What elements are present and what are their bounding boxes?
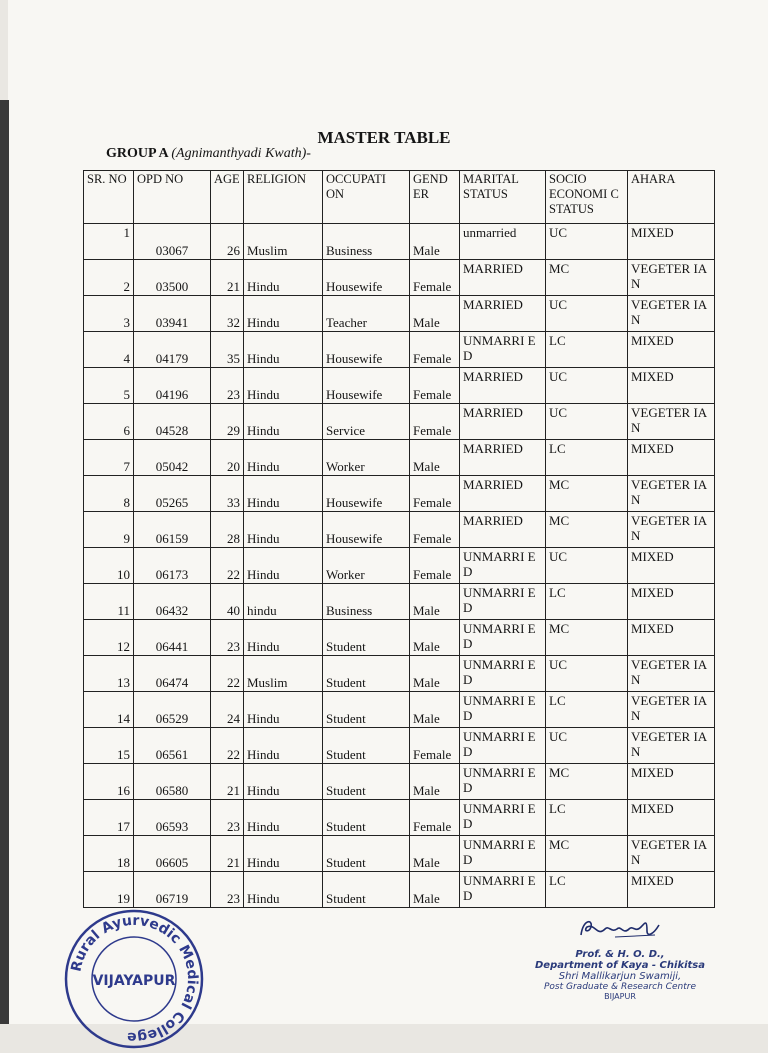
cell-gender: Male [410,836,460,872]
scan-edge-shadow [0,100,9,1024]
cell-sr-no: 3 [84,296,134,332]
cell-gender: Male [410,584,460,620]
cell-age: 24 [211,692,244,728]
column-header: OCCUPATI ON [323,171,410,224]
cell-age: 21 [211,764,244,800]
stamp-ring-text: Rural Ayurvedic Medical College [68,912,201,1046]
cell-gender: Female [410,260,460,296]
cell-religion: Muslim [244,224,323,260]
cell-age: 33 [211,476,244,512]
cell-socio-economic-status: UC [546,296,628,332]
cell-occupation: Worker [323,548,410,584]
cell-age: 23 [211,872,244,908]
table-row [84,224,715,260]
cell-gender: Female [410,728,460,764]
cell-occupation: Housewife [323,260,410,296]
cell-occupation: Housewife [323,368,410,404]
cell-occupation: Housewife [323,332,410,368]
cell-gender: Male [410,620,460,656]
cell-occupation: Housewife [323,512,410,548]
master-table [83,170,715,908]
table-row [84,512,715,548]
cell-religion: Hindu [244,800,323,836]
column-header: GEND ER [410,171,460,224]
cell-socio-economic-status: UC [546,224,628,260]
cell-gender: Male [410,296,460,332]
cell-gender: Male [410,692,460,728]
cell-gender: Female [410,332,460,368]
cell-sr-no: 12 [84,620,134,656]
signature-department: Department of Kaya - Chikitsa [535,960,705,971]
cell-religion: Hindu [244,836,323,872]
cell-marital-status: UNMARRI E D [460,332,546,368]
cell-gender: Female [410,404,460,440]
cell-religion: hindu [244,584,323,620]
cell-sr-no: 14 [84,692,134,728]
table-header-row [84,171,715,224]
cell-sr-no: 7 [84,440,134,476]
cell-socio-economic-status: MC [546,476,628,512]
cell-ahara: VEGETER IA N [628,656,715,692]
cell-ahara: MIXED [628,620,715,656]
cell-opd-no: 06605 [134,836,211,872]
cell-age: 22 [211,548,244,584]
cell-occupation: Worker [323,440,410,476]
cell-socio-economic-status: MC [546,620,628,656]
cell-opd-no: 04528 [134,404,211,440]
cell-religion: Hindu [244,728,323,764]
cell-opd-no: 06529 [134,692,211,728]
cell-marital-status: UNMARRI E D [460,764,546,800]
cell-ahara: MIXED [628,800,715,836]
cell-socio-economic-status: LC [546,584,628,620]
cell-gender: Male [410,224,460,260]
cell-religion: Hindu [244,296,323,332]
table-row [84,332,715,368]
cell-socio-economic-status: LC [546,332,628,368]
cell-sr-no: 15 [84,728,134,764]
cell-socio-economic-status: UC [546,368,628,404]
cell-marital-status: MARRIED [460,512,546,548]
cell-ahara: MIXED [628,368,715,404]
cell-ahara: VEGETER IA N [628,296,715,332]
cell-marital-status: UNMARRI E D [460,800,546,836]
cell-marital-status: UNMARRI E D [460,548,546,584]
cell-marital-status: UNMARRI E D [460,872,546,908]
cell-socio-economic-status: MC [546,836,628,872]
column-header: AHARA [628,171,715,224]
cell-occupation: Student [323,728,410,764]
hod-signature-block [510,915,730,1001]
cell-ahara: VEGETER IA N [628,836,715,872]
cell-ahara: VEGETER IA N [628,260,715,296]
cell-marital-status: UNMARRI E D [460,584,546,620]
cell-occupation: Business [323,584,410,620]
cell-sr-no: 18 [84,836,134,872]
cell-opd-no: 06159 [134,512,211,548]
cell-sr-no: 1 [84,224,134,260]
table-row [84,404,715,440]
cell-gender: Male [410,872,460,908]
page-title: MASTER TABLE [317,128,451,147]
cell-religion: Hindu [244,548,323,584]
table-row [84,476,715,512]
cell-ahara: VEGETER IA N [628,404,715,440]
table-row [84,296,715,332]
table-row [84,764,715,800]
cell-age: 40 [211,584,244,620]
cell-ahara: MIXED [628,584,715,620]
cell-marital-status: UNMARRI E D [460,692,546,728]
cell-ahara: VEGETER IA N [628,512,715,548]
cell-sr-no: 19 [84,872,134,908]
cell-opd-no: 06432 [134,584,211,620]
cell-ahara: MIXED [628,332,715,368]
column-header: SR. NO [84,171,134,224]
cell-age: 21 [211,260,244,296]
cell-occupation: Service [323,404,410,440]
cell-opd-no: 04196 [134,368,211,404]
column-header: OPD NO [134,171,211,224]
cell-socio-economic-status: UC [546,728,628,764]
column-header: MARITAL STATUS [460,171,546,224]
cell-socio-economic-status: LC [546,800,628,836]
signature-title: Prof. & H. O. D., [575,949,665,960]
cell-religion: Hindu [244,764,323,800]
table-row [84,260,715,296]
cell-ahara: MIXED [628,224,715,260]
group-label: GROUP A [106,146,168,161]
cell-religion: Hindu [244,476,323,512]
cell-age: 26 [211,224,244,260]
cell-age: 21 [211,836,244,872]
cell-opd-no: 06441 [134,620,211,656]
cell-ahara: VEGETER IA N [628,728,715,764]
cell-religion: Hindu [244,368,323,404]
cell-socio-economic-status: UC [546,548,628,584]
cell-marital-status: MARRIED [460,368,546,404]
cell-religion: Muslim [244,656,323,692]
cell-occupation: Housewife [323,476,410,512]
cell-marital-status: UNMARRI E D [460,620,546,656]
table-row [84,548,715,584]
cell-age: 23 [211,800,244,836]
table-row [84,800,715,836]
cell-gender: Male [410,656,460,692]
cell-marital-status: unmarried [460,224,546,260]
cell-sr-no: 13 [84,656,134,692]
table-body [84,224,715,908]
column-header: RELIGION [244,171,323,224]
cell-age: 32 [211,296,244,332]
table-row [84,440,715,476]
cell-ahara: VEGETER IA N [628,476,715,512]
cell-age: 23 [211,368,244,404]
cell-age: 29 [211,404,244,440]
cell-occupation: Student [323,764,410,800]
cell-marital-status: MARRIED [460,404,546,440]
column-header: AGE [211,171,244,224]
cell-gender: Female [410,512,460,548]
cell-socio-economic-status: UC [546,656,628,692]
cell-socio-economic-status: LC [546,872,628,908]
cell-socio-economic-status: UC [546,404,628,440]
cell-sr-no: 2 [84,260,134,296]
signature-centre: Post Graduate & Research Centre [544,982,696,992]
table-row [84,728,715,764]
cell-age: 23 [211,620,244,656]
cell-occupation: Student [323,656,410,692]
cell-opd-no: 06580 [134,764,211,800]
cell-socio-economic-status: MC [546,260,628,296]
cell-gender: Female [410,800,460,836]
cell-socio-economic-status: LC [546,692,628,728]
cell-opd-no: 06474 [134,656,211,692]
cell-ahara: MIXED [628,548,715,584]
signature-city: BIJAPUR [604,992,636,1001]
cell-age: 22 [211,728,244,764]
cell-occupation: Business [323,224,410,260]
table-row [84,368,715,404]
cell-marital-status: MARRIED [460,260,546,296]
cell-religion: Hindu [244,692,323,728]
cell-ahara: MIXED [628,440,715,476]
cell-sr-no: 17 [84,800,134,836]
cell-opd-no: 06593 [134,800,211,836]
cell-age: 28 [211,512,244,548]
cell-sr-no: 11 [84,584,134,620]
cell-marital-status: UNMARRI E D [460,836,546,872]
cell-occupation: Teacher [323,296,410,332]
handwritten-signature [575,915,665,941]
cell-sr-no: 16 [84,764,134,800]
cell-opd-no: 06173 [134,548,211,584]
cell-sr-no: 5 [84,368,134,404]
cell-sr-no: 9 [84,512,134,548]
table-row [84,584,715,620]
table-row [84,872,715,908]
cell-opd-no: 03500 [134,260,211,296]
cell-religion: Hindu [244,872,323,908]
table-row [84,836,715,872]
table-row [84,656,715,692]
cell-religion: Hindu [244,332,323,368]
cell-opd-no: 05265 [134,476,211,512]
cell-sr-no: 8 [84,476,134,512]
cell-occupation: Student [323,872,410,908]
cell-opd-no: 03941 [134,296,211,332]
stamp-center-text: VIJAYAPUR [92,973,176,989]
column-header: SOCIO ECONOMI C STATUS [546,171,628,224]
cell-opd-no: 06719 [134,872,211,908]
cell-sr-no: 6 [84,404,134,440]
cell-ahara: MIXED [628,872,715,908]
cell-gender: Male [410,764,460,800]
cell-sr-no: 10 [84,548,134,584]
cell-religion: Hindu [244,512,323,548]
cell-religion: Hindu [244,440,323,476]
cell-marital-status: MARRIED [460,296,546,332]
cell-sr-no: 4 [84,332,134,368]
college-stamp-seal [60,905,208,1053]
table-row [84,620,715,656]
cell-religion: Hindu [244,260,323,296]
cell-ahara: MIXED [628,764,715,800]
cell-opd-no: 05042 [134,440,211,476]
cell-age: 35 [211,332,244,368]
cell-age: 22 [211,656,244,692]
cell-opd-no: 03067 [134,224,211,260]
cell-ahara: VEGETER IA N [628,692,715,728]
cell-gender: Male [410,440,460,476]
group-heading [106,146,311,162]
signature-institution: Shri Mallikarjun Swamiji, [558,971,682,982]
cell-occupation: Student [323,836,410,872]
cell-socio-economic-status: LC [546,440,628,476]
cell-socio-economic-status: MC [546,512,628,548]
group-drug-name: (Agnimanthyadi Kwath)- [171,146,311,161]
cell-gender: Female [410,476,460,512]
cell-socio-economic-status: MC [546,764,628,800]
cell-religion: Hindu [244,620,323,656]
cell-marital-status: MARRIED [460,476,546,512]
cell-marital-status: MARRIED [460,440,546,476]
table-row [84,692,715,728]
cell-religion: Hindu [244,404,323,440]
cell-opd-no: 06561 [134,728,211,764]
cell-gender: Female [410,368,460,404]
cell-occupation: Student [323,620,410,656]
cell-gender: Female [410,548,460,584]
cell-occupation: Student [323,800,410,836]
cell-opd-no: 04179 [134,332,211,368]
cell-marital-status: UNMARRI E D [460,728,546,764]
cell-marital-status: UNMARRI E D [460,656,546,692]
cell-age: 20 [211,440,244,476]
cell-occupation: Student [323,692,410,728]
